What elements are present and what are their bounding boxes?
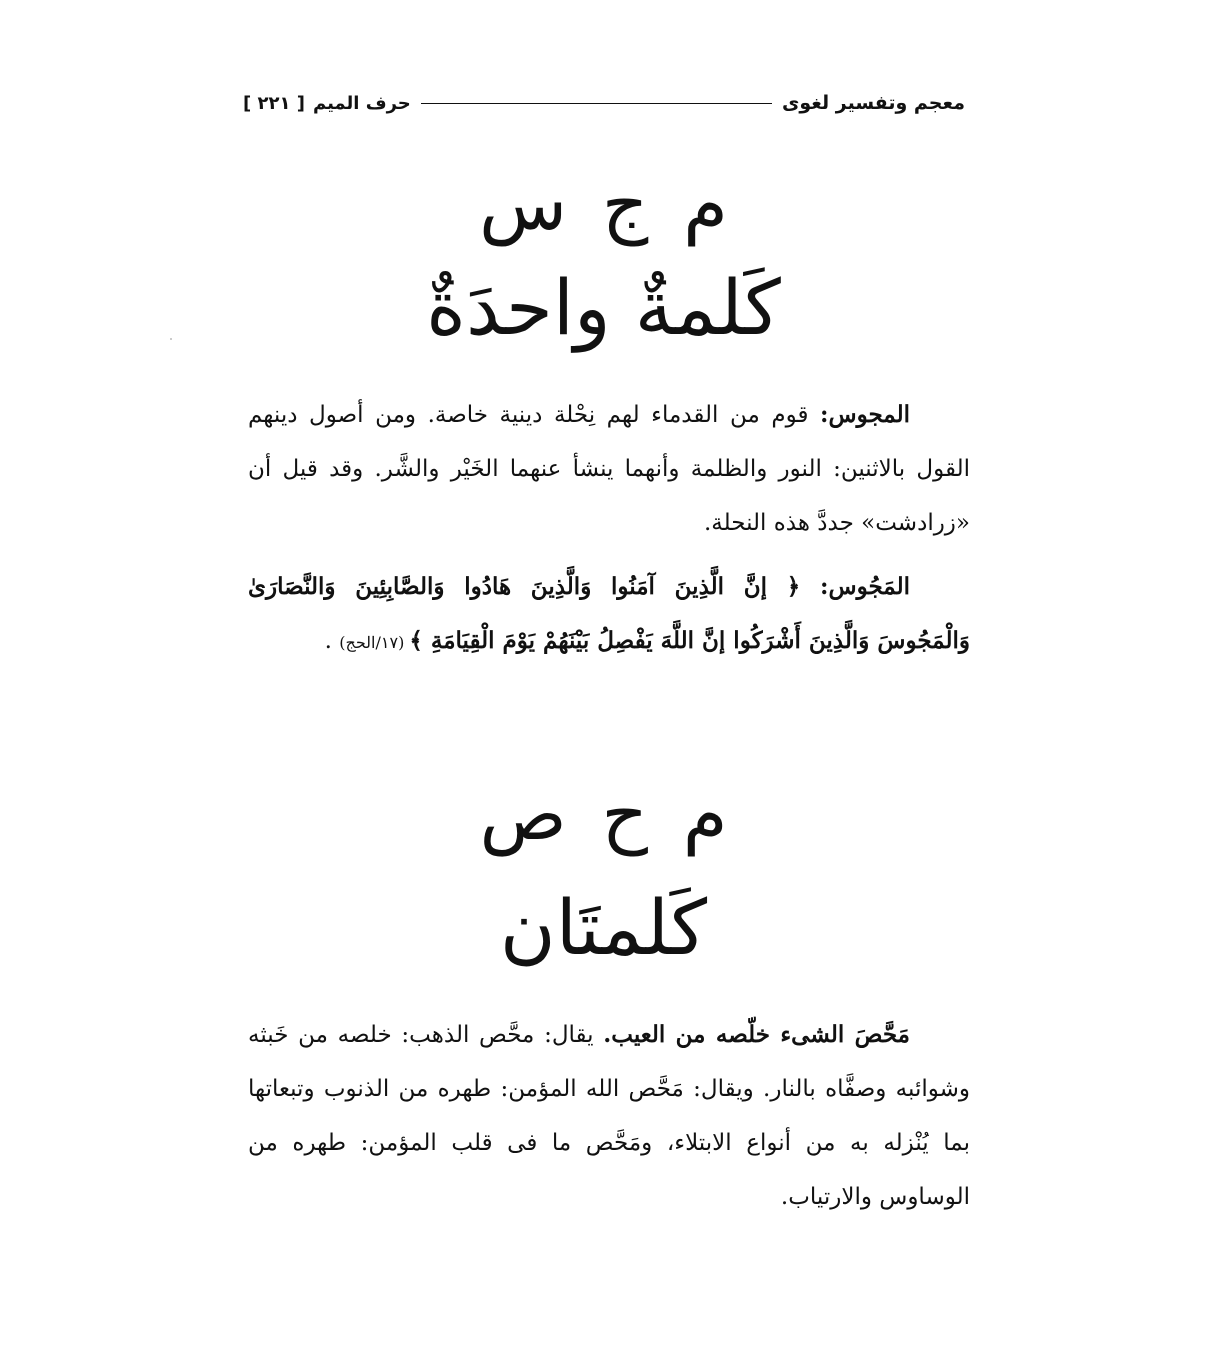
word-count-heading-2: كَلمتَان xyxy=(499,883,708,972)
quran-verse: ﴿ إنَّ الَّذِينَ آمَنُوا وَالَّذِينَ هَادُوا وَالصَّابِئِينَ وَالنَّصَارَىٰ وَالْمَجُوسَ وَالَّذِينَ أَشْرَكُوا إنَّ اللَّهَ يَفْصِلُ بَيْنَهُمْ يَوْمَ الْقِيَامَةِ ﴾ xyxy=(248,573,970,654)
entry-end: . xyxy=(324,628,340,654)
page-number: [ ٢٢١ ] xyxy=(243,92,305,114)
section-name: حرف الميم xyxy=(312,92,411,114)
word-count-heading-1: كَلمةٌ واحدَةٌ xyxy=(426,263,781,352)
entry-term: مَحَّصَ الشىء خلّصه من العيب. xyxy=(603,1021,910,1048)
running-header xyxy=(243,88,965,118)
entry-majus-definition xyxy=(248,388,970,550)
entry-term: المَجُوس: xyxy=(820,573,910,600)
entry-majus-quran xyxy=(248,560,970,670)
book-title: معجم وتفسير لغوى xyxy=(781,92,965,114)
entry-text: يقال: محَّص الذهب: خلصه من خَبثه وشوائبه وصفَّاه بالنار. ويقال: مَحَّص الله المؤمن: طهره من الذنوب وتبعاتها بما يُنْزله به من أنواع الابتلاء، ومَحَّص ما فى قلب المؤمن: طهره من الوساوس والارتياب. xyxy=(248,1022,970,1210)
entry-text: قوم من القدماء لهم نِحْلة دينية خاصة. ومن أصول دينهم القول بالاثنين: النور والظلمة وأنهما ينشأ عنهما الخَيْر والشَّر. وقد قيل أن «زرادشت» جددَّ هذه النحلة. xyxy=(248,402,970,536)
verse-reference: (١٧/الحج) xyxy=(339,633,410,652)
entry-mahhasa-definition xyxy=(248,1008,970,1224)
entry-term: المجوس: xyxy=(820,401,910,428)
root-heading-mjs: م ج س xyxy=(479,162,728,246)
header-rule xyxy=(421,103,772,104)
root-heading-mhs: م ح ص xyxy=(479,772,728,856)
